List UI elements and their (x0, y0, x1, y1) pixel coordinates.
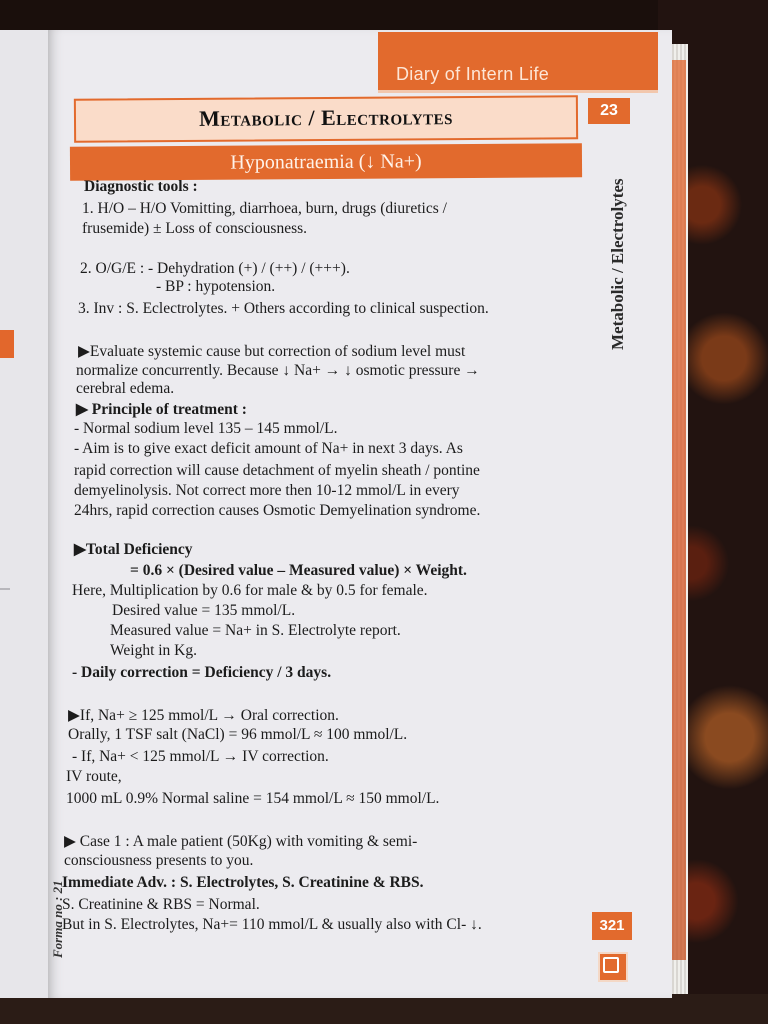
text-line: Here, Multiplication by 0.6 for male & by 0.5 for female. (72, 582, 428, 599)
text-line: - Aim is to give exact deficit amount of Na+ in next 3 days. As (74, 440, 463, 457)
text-line: ▶If, Na+ ≥ 125 mmol/L → Oral correction. (68, 707, 339, 724)
text-line: - BP : hypotension. (156, 278, 276, 295)
text-line: 24hrs, rapid correction causes Osmotic Demyelination syndrome. (74, 502, 481, 519)
book-title: Diary of Intern Life (396, 64, 550, 84)
topic-title-box (70, 143, 582, 181)
header-rule (378, 90, 658, 93)
page-number-badge (592, 912, 632, 940)
daily-correction: - Daily correction = Deficiency / 3 days. (72, 664, 332, 681)
text-line: 3. Inv : S. Eclectrolytes. + Others according to clinical suspection. (78, 300, 489, 317)
form-number: Forma no : 21 (50, 880, 65, 958)
side-label-box (584, 120, 632, 350)
side-form-box (30, 818, 65, 958)
page-number: 321 (599, 917, 625, 934)
text-line: 1. H/O – H/O Vomitting, diarrhoea, burn, drugs (diuretics / (82, 200, 447, 217)
text-line: rapid correction will cause detachment of myelin sheath / pontine (74, 462, 480, 479)
immediate-advice: Immediate Adv. : S. Electrolytes, S. Creatinine & RBS. (62, 874, 424, 891)
text-line: frusemide) ± Loss of consciousness. (82, 220, 308, 237)
background-bottom (0, 994, 768, 1024)
text-line: Measured value = Na+ in S. Electrolyte report. (110, 622, 401, 639)
text-line: Desired value = 135 mmol/L. (112, 602, 296, 619)
text-line: - If, Na+ < 125 mmol/L → IV correction. (72, 748, 329, 765)
text-line: 2. O/G/E : - Dehydration (+) / (++) / (+++). (80, 260, 350, 277)
text-line: Orally, 1 TSF salt (NaCl) = 96 mmol/L ≈ 100 mmol/L. (68, 726, 408, 743)
deficiency-formula: = 0.6 × (Desired value – Measured value) × Weight. (130, 562, 467, 579)
principle-heading: ▶ Principle of treatment : (76, 401, 247, 418)
chapter-number: 23 (600, 102, 618, 119)
publisher-logo-icon (598, 952, 628, 982)
text-line: Weight in Kg. (110, 642, 198, 659)
text-line: normalize concurrently. Because ↓ Na+ → ↓ osmotic pressure → (76, 362, 480, 379)
left-page-mark (0, 588, 10, 590)
text-line: 1000 mL 0.9% Normal saline = 154 mmol/L ≈ 150 mmol/L. (66, 790, 440, 807)
text-line: ▶Evaluate systemic cause but correction of sodium level must (78, 343, 466, 360)
text-line: IV route, (66, 768, 122, 785)
text-line: S. Creatinine & RBS = Normal. (62, 896, 260, 913)
chapter-title: Metabolic / Electrolytes (198, 104, 453, 131)
text-line: ▶ Case 1 : A male patient (50Kg) with vomiting & semi- (64, 833, 418, 850)
text-line: - Normal sodium level 135 – 145 mmol/L. (74, 420, 338, 437)
diagnostic-heading: Diagnostic tools : (84, 178, 198, 195)
topic-title: Hyponatraemia (↓ Na+) (230, 150, 422, 174)
left-page-tab (0, 330, 14, 358)
chapter-title-box (74, 95, 578, 143)
text-line: demyelinolysis. Not correct more then 10-12 mmol/L in every (74, 482, 460, 499)
text-line: consciousness presents to you. (64, 852, 254, 869)
deficiency-heading: ▶Total Deficiency (74, 541, 193, 558)
background-top (0, 0, 768, 32)
text-line: cerebral edema. (76, 380, 175, 397)
side-chapter-label: Metabolic / Electrolytes (608, 178, 627, 350)
text-line: But in S. Electrolytes, Na+= 110 mmol/L & usually also with Cl- ↓. (62, 916, 482, 933)
